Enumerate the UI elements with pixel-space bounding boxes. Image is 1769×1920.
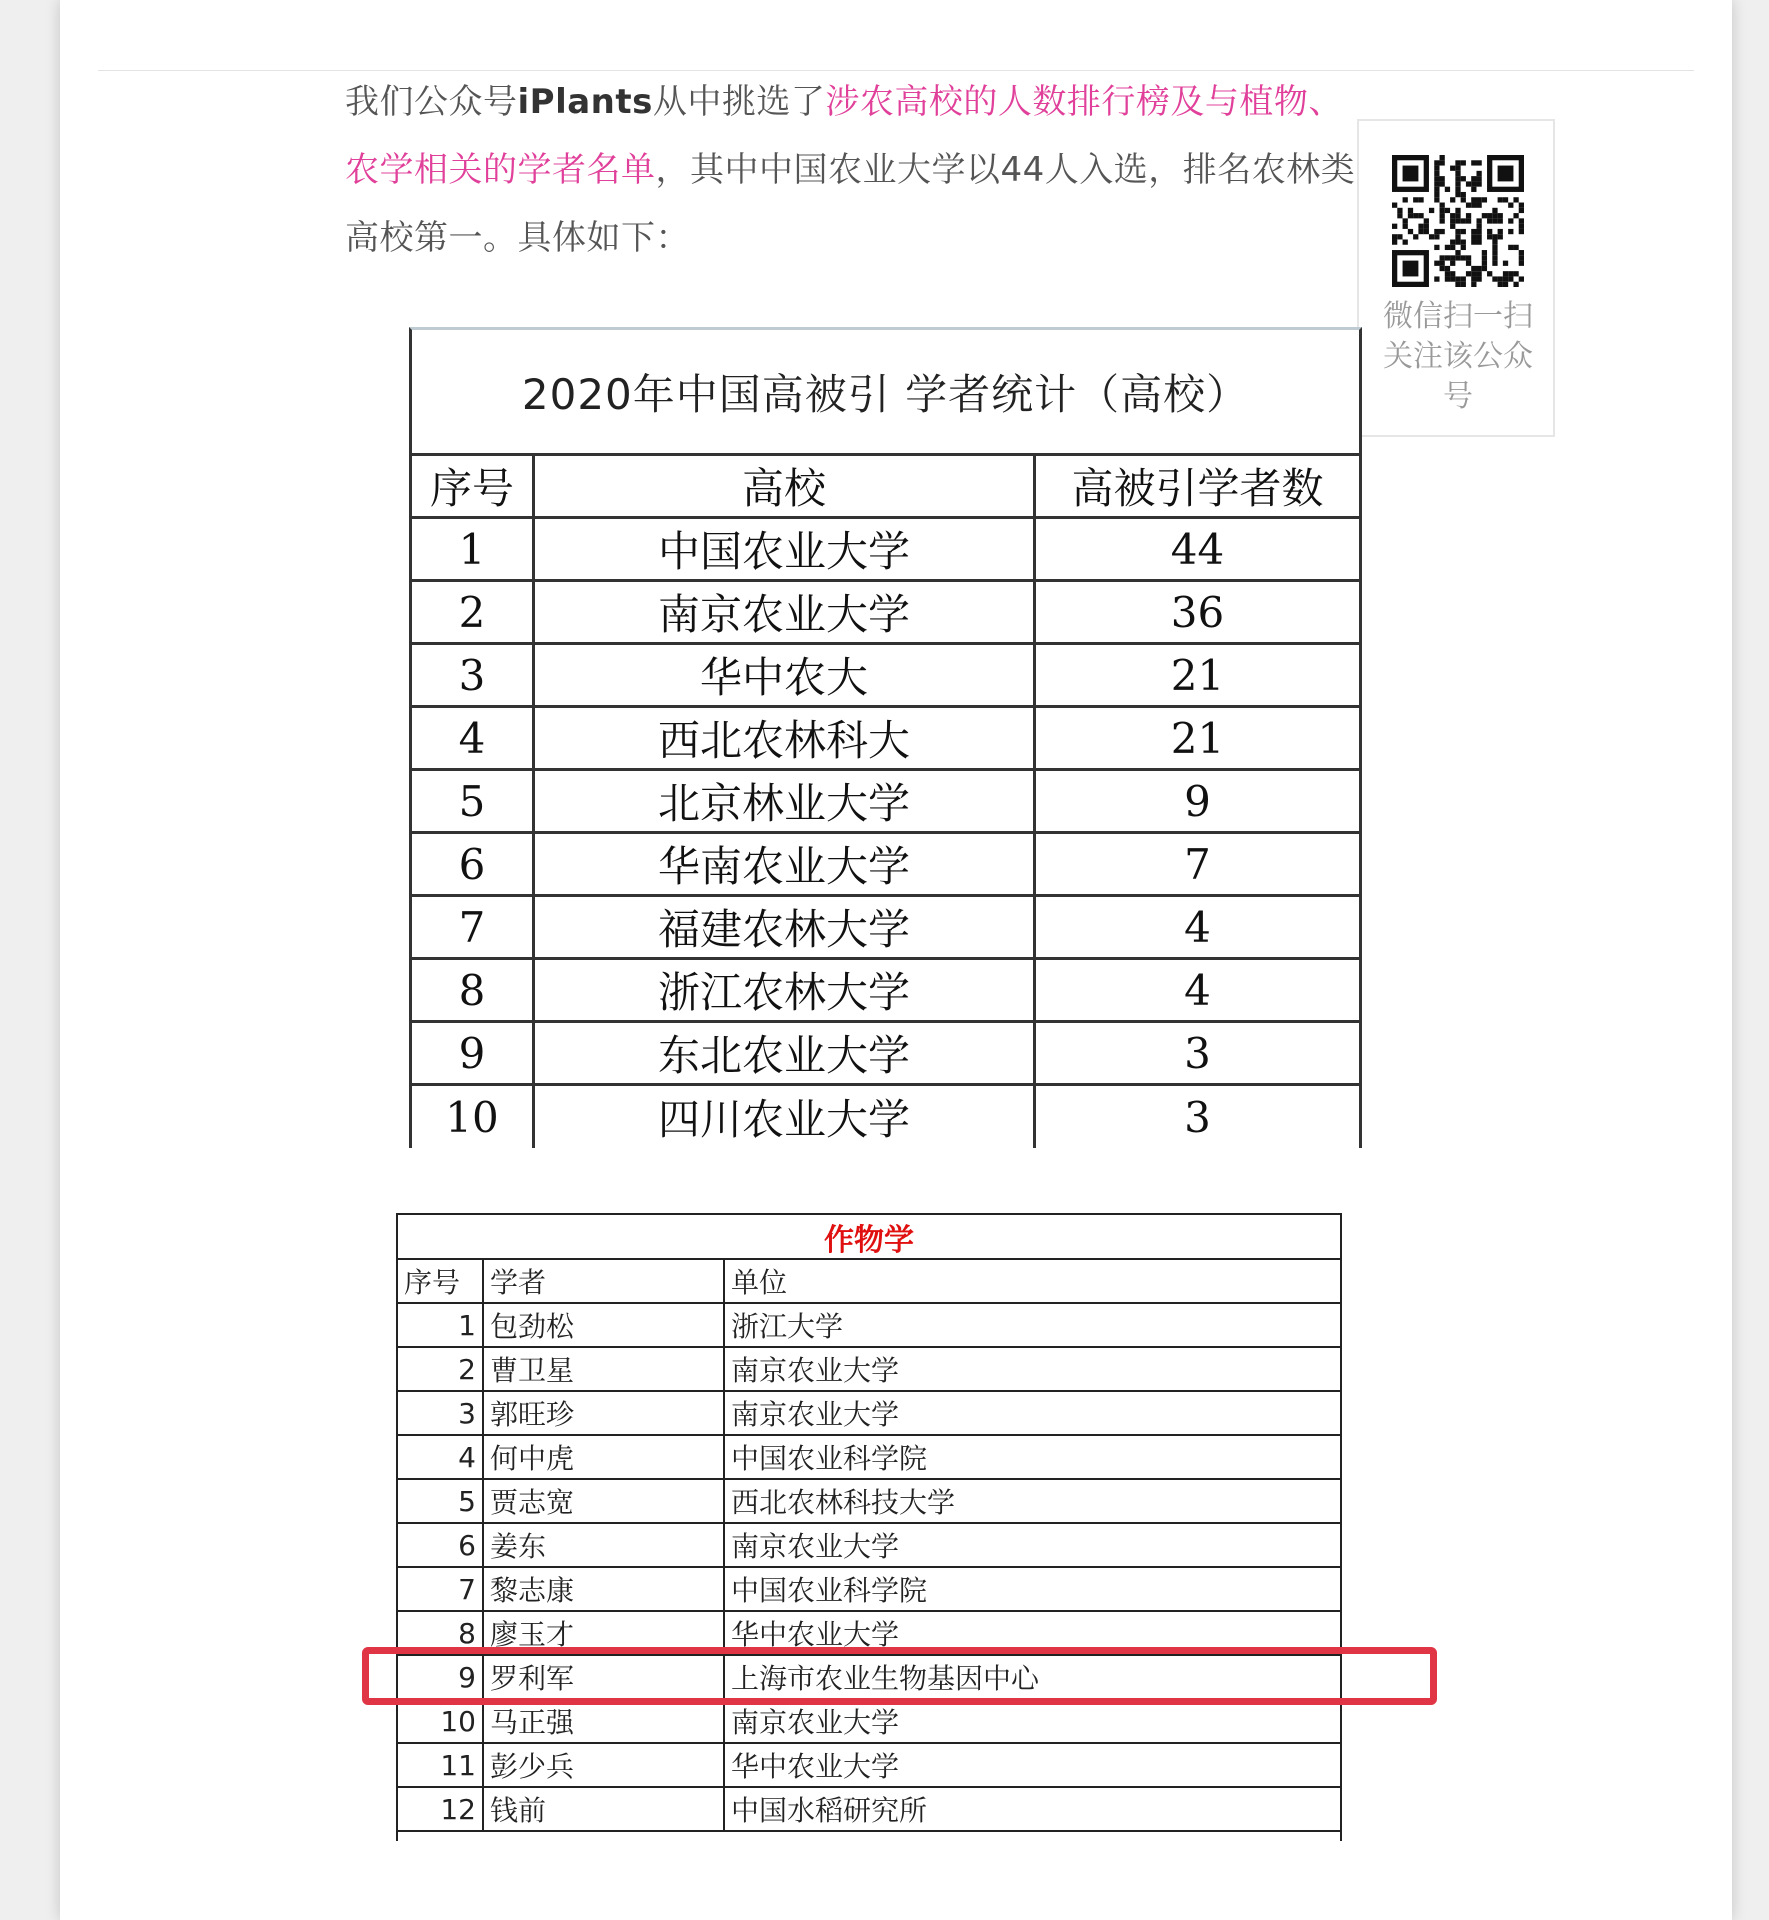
table-cell: 3 bbox=[412, 645, 535, 705]
highly-cited-university-table bbox=[409, 327, 1362, 1148]
table-cell: 浙江农林大学 bbox=[535, 960, 1036, 1020]
table-row bbox=[398, 1700, 1340, 1744]
header-cell: 高校 bbox=[535, 456, 1036, 516]
table-cell: 四川农业大学 bbox=[535, 1086, 1036, 1148]
table-row bbox=[412, 771, 1359, 834]
table-cell: 4 bbox=[412, 708, 535, 768]
table-cell: 南京农业大学 bbox=[731, 1354, 900, 1387]
table-cell: 黎志康 bbox=[484, 1568, 725, 1610]
table-row bbox=[398, 1348, 1340, 1392]
table-cell: 8 bbox=[398, 1612, 484, 1654]
table-row bbox=[398, 1304, 1340, 1348]
table-cell: 钱前 bbox=[484, 1788, 725, 1830]
table-cell: 南京农业大学 bbox=[731, 1398, 900, 1431]
table-cell: 1 bbox=[412, 519, 535, 579]
table-row bbox=[412, 645, 1359, 708]
table-cell: 西北农林科技大学 bbox=[731, 1486, 956, 1519]
table-cell: 罗利军 bbox=[484, 1656, 725, 1698]
table-cell: 7 bbox=[1184, 839, 1211, 889]
table-cell: 8 bbox=[412, 960, 535, 1020]
table-row bbox=[412, 834, 1359, 897]
table-row bbox=[412, 1086, 1359, 1148]
header-cell: 单位 bbox=[731, 1266, 788, 1299]
table-cell: 南京农业大学 bbox=[731, 1706, 900, 1739]
table-cell: 福建农林大学 bbox=[535, 897, 1036, 957]
table-cell: 9 bbox=[412, 1023, 535, 1083]
table-cell: 1 bbox=[398, 1304, 484, 1346]
intro-text: 从中挑选了 bbox=[652, 82, 826, 122]
table-row bbox=[412, 960, 1359, 1023]
table-cell: 5 bbox=[398, 1480, 484, 1522]
table-row bbox=[398, 1788, 1340, 1832]
table-cell: 9 bbox=[1184, 776, 1211, 826]
table-cell: 36 bbox=[1170, 587, 1225, 637]
table-row bbox=[398, 1524, 1340, 1568]
table-cell: 贾志宽 bbox=[484, 1480, 725, 1522]
table-cell: 南京农业大学 bbox=[731, 1530, 900, 1563]
table-cell: 姜东 bbox=[484, 1524, 725, 1566]
table-cell: 4 bbox=[1184, 965, 1211, 1015]
table-cell: 西北农林科大 bbox=[535, 708, 1036, 768]
table-cell: 廖玉才 bbox=[484, 1612, 725, 1654]
table-cell: 6 bbox=[412, 834, 535, 894]
table-cell: 7 bbox=[398, 1568, 484, 1610]
table-cell: 4 bbox=[398, 1436, 484, 1478]
header-cell: 序号 bbox=[412, 456, 535, 516]
table-cell: 3 bbox=[398, 1392, 484, 1434]
table-cell: 7 bbox=[412, 897, 535, 957]
header-cell: 学者 bbox=[484, 1260, 725, 1302]
table-cell: 浙江大学 bbox=[731, 1310, 844, 1343]
table-cell: 9 bbox=[398, 1656, 484, 1698]
table-cell: 2 bbox=[398, 1348, 484, 1390]
table-cell: 何中虎 bbox=[484, 1436, 725, 1478]
article-page bbox=[60, 0, 1732, 1920]
table-row bbox=[398, 1568, 1340, 1612]
brand-name: iPlants bbox=[517, 82, 653, 122]
intro-text: 我们公众号 bbox=[345, 82, 518, 122]
table-header-row bbox=[412, 456, 1359, 519]
table-cell: 11 bbox=[398, 1744, 484, 1786]
table-cell: 中国农业科学院 bbox=[731, 1442, 928, 1475]
table-cell: 中国农业大学 bbox=[535, 519, 1036, 579]
table-title: 作物学 bbox=[398, 1215, 1340, 1260]
qr-caption: 微信扫一扫关注该公众号 bbox=[1383, 299, 1533, 414]
table-row bbox=[412, 519, 1359, 582]
table-cell: 彭少兵 bbox=[484, 1744, 725, 1786]
table-cell: 10 bbox=[412, 1086, 535, 1148]
table-cell: 华中农大 bbox=[535, 645, 1036, 705]
table-title: 2020年中国高被引 学者统计（高校） bbox=[412, 330, 1359, 456]
crop-science-scholar-table bbox=[396, 1213, 1342, 1841]
header-cell: 序号 bbox=[398, 1260, 484, 1302]
table-cell: 3 bbox=[1184, 1092, 1211, 1142]
table-cell: 12 bbox=[398, 1788, 484, 1830]
intro-paragraph bbox=[345, 68, 1375, 272]
table-cell: 曹卫星 bbox=[484, 1348, 725, 1390]
table-row bbox=[398, 1744, 1340, 1788]
table-row bbox=[412, 1023, 1359, 1086]
table-row bbox=[398, 1480, 1340, 1524]
table-cell: 马正强 bbox=[484, 1700, 725, 1742]
table-cell: 44 bbox=[1170, 524, 1225, 574]
table-cell: 华中农业大学 bbox=[731, 1618, 900, 1651]
table-cell: 北京林业大学 bbox=[535, 771, 1036, 831]
table-cell: 21 bbox=[1170, 650, 1225, 700]
table-cell: 4 bbox=[1184, 902, 1211, 952]
table-row bbox=[398, 1392, 1340, 1436]
table-cell: 3 bbox=[1184, 1028, 1211, 1078]
qr-code-card bbox=[1357, 119, 1555, 437]
table-cell: 东北农业大学 bbox=[535, 1023, 1036, 1083]
table-cell: 2 bbox=[412, 582, 535, 642]
table-cell: 21 bbox=[1170, 713, 1225, 763]
intro-text: ，其中中国农业大学以44人入选，排名农林类高校第一。具体如下： bbox=[345, 150, 1356, 258]
table-cell: 华南农业大学 bbox=[535, 834, 1036, 894]
table-cell: 6 bbox=[398, 1524, 484, 1566]
highlighted-text: 涉农高校的人数排行榜及与植物、农学相关的学者名单 bbox=[345, 82, 1343, 190]
table-cell: 5 bbox=[412, 771, 535, 831]
table-row bbox=[398, 1436, 1340, 1480]
header-cell: 高被引学者数 bbox=[1071, 464, 1324, 513]
table-cell: 中国农业科学院 bbox=[731, 1574, 928, 1607]
table-cell: 郭旺珍 bbox=[484, 1392, 725, 1434]
table-cell: 华中农业大学 bbox=[731, 1750, 900, 1783]
table-cell: 包劲松 bbox=[484, 1304, 725, 1346]
table-cell: 南京农业大学 bbox=[535, 582, 1036, 642]
table-row bbox=[412, 897, 1359, 960]
qr-code-icon bbox=[1392, 155, 1524, 287]
table-cell: 中国水稻研究所 bbox=[731, 1794, 928, 1827]
highlight-box bbox=[362, 1647, 1437, 1705]
table-cell: 10 bbox=[398, 1700, 484, 1742]
table-row bbox=[412, 708, 1359, 771]
table-header-row bbox=[398, 1260, 1340, 1304]
table-row bbox=[412, 582, 1359, 645]
table-cell: 上海市农业生物基因中心 bbox=[731, 1662, 1040, 1695]
